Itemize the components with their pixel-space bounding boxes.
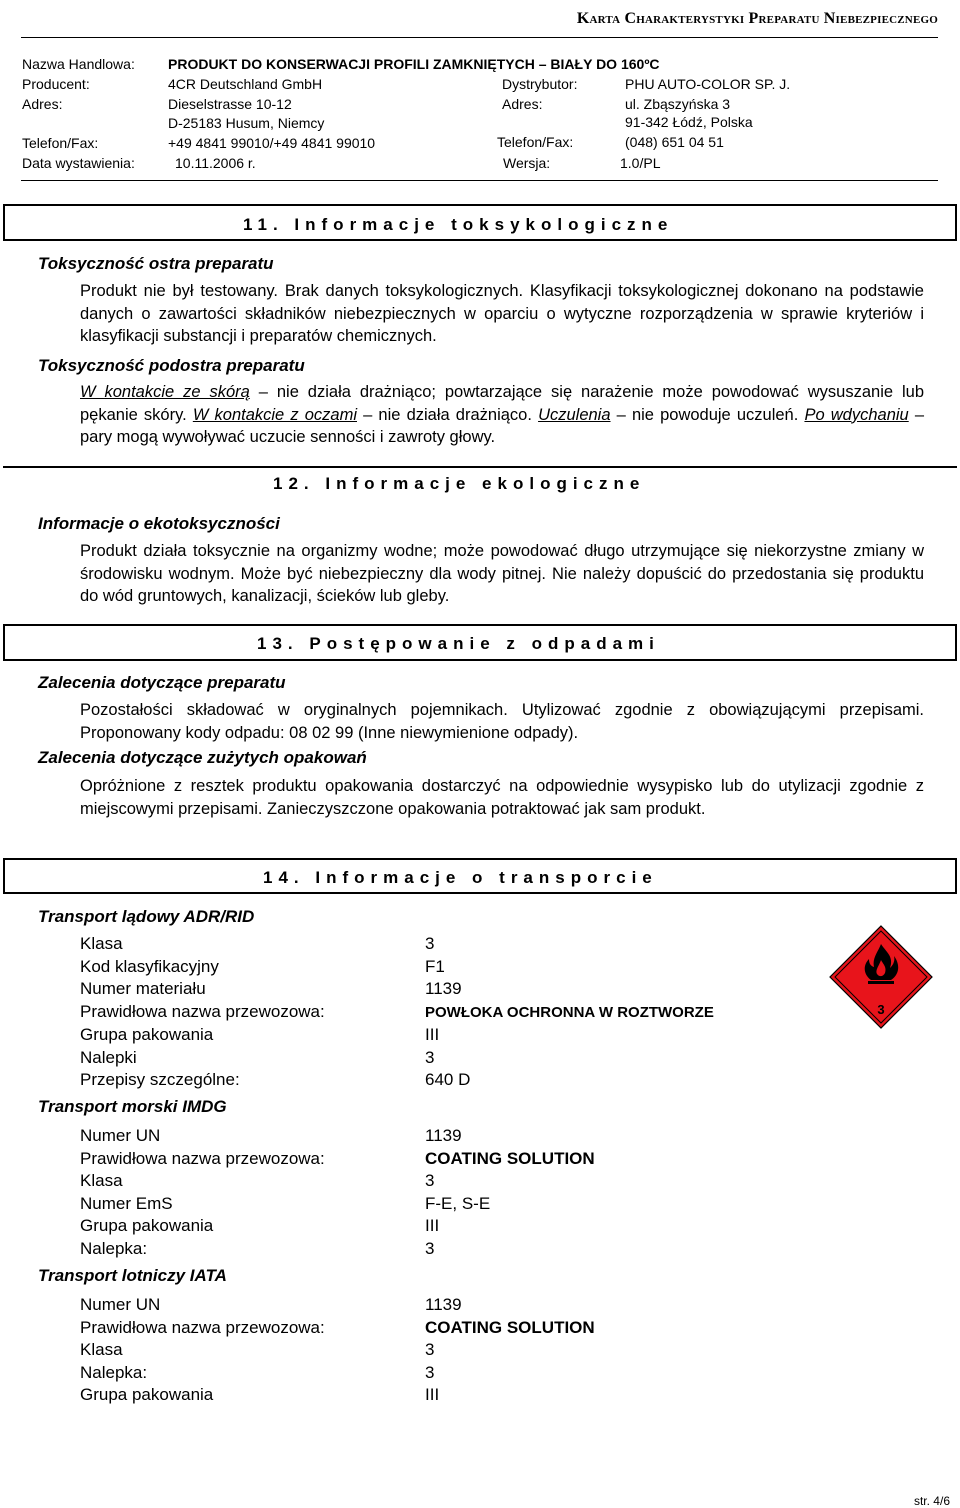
inhalation-label: Po wdychaniu <box>804 405 909 424</box>
transport-row-label: Numer materiału <box>80 979 206 999</box>
distributor-address-line2: 91-342 Łódź, Polska <box>625 114 753 130</box>
sensitization-text: – nie powoduje uczuleń. <box>610 405 805 424</box>
subacute-toxicity-heading: Toksyczność podostra preparatu <box>38 356 305 375</box>
sensitization-label: Uczulenia <box>538 405 611 424</box>
transport-row-label: Prawidłowa nazwa przewozowa: <box>80 1317 325 1337</box>
transport-row-label: Grupa pakowania <box>80 1024 214 1044</box>
ecotoxicity-heading: Informacje o ekotoksyczności <box>38 514 280 533</box>
producer-address-label: Adres: <box>22 96 63 112</box>
acute-toxicity-heading: Toksyczność ostra preparatu <box>38 254 274 273</box>
transport-row-label: Numer EmS <box>80 1193 173 1213</box>
section-13-header <box>3 624 957 661</box>
acute-toxicity-text: Produkt nie był testowany. Brak danych toksykologicznych. Klasyfikacji toksykologicznej dokonano na podstawie danych o zawartości składników niebezpiecznych w oparciu o wytyczne rozporządzenia w sprawie kryteriów i klasyfikacji substancji i preparatów chemicznych. <box>80 282 924 345</box>
trade-name: PRODUKT DO KONSERWACJI PROFILI ZAMKNIĘTYCH – BIAŁY DO 160ºC <box>168 56 660 72</box>
adr-heading: Transport lądowy ADR/RID <box>38 907 255 926</box>
transport-row-value: 3 <box>425 934 435 953</box>
transport-row-label: Nalepki <box>80 1047 137 1067</box>
page-number: str. 4/6 <box>913 1494 950 1508</box>
transport-row-value: 1139 <box>425 979 462 999</box>
transport-row-value: 3 <box>425 1340 435 1359</box>
distributor-label: Dystrybutor: <box>502 76 578 92</box>
issue-date-label: Data wystawienia: <box>22 155 135 171</box>
section-14-title: 14. Informacje o transporcie <box>263 868 658 887</box>
header-top-rule <box>21 37 938 38</box>
distributor-phone-label: Telefon/Fax: <box>497 134 574 150</box>
transport-row-value: 1139 <box>425 1126 462 1145</box>
transport-row-value: 1139 <box>425 1295 462 1314</box>
transport-row-value: 3 <box>425 1047 435 1067</box>
distributor-address-label: Adres: <box>502 96 543 112</box>
packaging-disposal-text: Opróżnione z resztek produktu opakowania dostarczyć na odpowiednie wysypisko lub do utylizacji zgodnie z miejscowymi przepisami. Zanieczyszczone opakowania potraktować jak sam produkt. <box>80 777 924 818</box>
producer-label: Producent: <box>22 76 90 92</box>
section-11-header <box>3 204 957 241</box>
transport-row-label: Kod klasyfikacyjny <box>80 956 219 976</box>
transport-row-value: POWŁOKA OCHRONNA W ROZTWORZE <box>425 1004 714 1022</box>
transport-row-value: COATING SOLUTION <box>425 1317 595 1337</box>
transport-row-label: Nalepka: <box>80 1362 148 1382</box>
transport-row-value: III <box>425 1216 440 1235</box>
transport-row-value: III <box>425 1385 440 1404</box>
distributor-phone: (048) 651 04 51 <box>625 134 724 150</box>
eye-contact-label: W kontakcie z oczami <box>192 405 357 424</box>
product-disposal-text: Pozostałości składować w oryginalnych pojemnikach. Utylizować zgodnie z obowiązującymi przepisami. Proponowany kody odpadu: 08 02 99 (Inne niewymienione odpady). <box>80 701 924 742</box>
document-title: Karta Charakterystyki Preparatu Niebezpiecznego <box>576 10 938 27</box>
trade-name-label: Nazwa Handlowa: <box>22 56 135 72</box>
product-disposal-heading: Zalecenia dotyczące preparatu <box>38 673 286 692</box>
distributor-address-line1: ul. Zbąszyńska 3 <box>625 96 731 112</box>
producer-address-line1: Dieselstrasse 10-12 <box>168 96 292 112</box>
issue-date: 10.11.2006 r. <box>175 155 256 171</box>
transport-row-value: F1 <box>425 956 445 976</box>
transport-row-label: Przepisy szczególne: <box>80 1070 240 1090</box>
transport-row-label: Prawidłowa nazwa przewozowa: <box>80 1002 325 1022</box>
transport-row-label: Nalepka: <box>80 1238 148 1258</box>
section-12-header <box>3 466 957 503</box>
subacute-toxicity-text <box>80 381 924 449</box>
section-14-header <box>3 858 957 894</box>
version-label: Wersja: <box>503 155 551 171</box>
header-bottom-rule <box>21 180 938 181</box>
ecotoxicity-text: Produkt działa toksycznie na organizmy wodne; może powodować długo utrzymujące się niekorzystne zmiany w środowisku wodnym. Może być niebezpieczny dla wody pitnej. Nie należy dopuścić do przedostania się produktu do wód gruntowych, kanalizacji, ścieków lub gleby. <box>80 542 924 605</box>
section-13-title: 13. Postępowanie z odpadami <box>257 634 660 653</box>
hazard-class-number: 3 <box>877 1002 885 1017</box>
producer-address-line2: D-25183 Husum, Niemcy <box>168 115 325 131</box>
imdg-heading: Transport morski IMDG <box>38 1097 227 1116</box>
eye-contact-text: – nie działa drażniąco. <box>357 405 539 424</box>
distributor-name: PHU AUTO-COLOR SP. J. <box>625 76 791 92</box>
inhalation-text: – pary mogą wywoływać uczucie senności i zawroty głowy. <box>80 405 925 446</box>
section-11-title: 11. Informacje toksykologiczne <box>243 215 674 234</box>
transport-row-label: Grupa pakowania <box>80 1385 214 1404</box>
transport-row-value: 3 <box>425 1238 435 1258</box>
transport-row-label: Klasa <box>80 934 123 953</box>
skin-contact-text: – nie działa drażniąco; powtarzające się narażenie może powodować wysuszanie lub pękanie skóry. <box>80 383 924 424</box>
iata-heading: Transport lotniczy IATA <box>38 1266 227 1285</box>
transport-row-value: 3 <box>425 1362 435 1382</box>
flammable-liquid-hazard-label <box>828 924 934 1030</box>
version: 1.0/PL <box>620 155 661 171</box>
section-12-title: 12. Informacje ekologiczne <box>273 474 646 493</box>
producer-name: 4CR Deutschland GmbH <box>168 76 323 92</box>
skin-contact-label: W kontakcie ze skórą <box>80 383 250 401</box>
transport-row-value: 640 D <box>425 1070 471 1090</box>
transport-row-label: Grupa pakowania <box>80 1216 214 1235</box>
packaging-disposal-heading: Zalecenia dotyczące zużytych opakowań <box>38 748 367 767</box>
transport-row-label: Numer UN <box>80 1295 161 1314</box>
producer-phone-label: Telefon/Fax: <box>22 135 99 151</box>
transport-row-value: F-E, S-E <box>425 1193 491 1213</box>
transport-row-label: Klasa <box>80 1171 123 1190</box>
transport-row-value: III <box>425 1024 440 1044</box>
transport-row-label: Klasa <box>80 1340 123 1359</box>
transport-row-value: 3 <box>425 1171 435 1190</box>
producer-phone: +49 4841 99010/+49 4841 99010 <box>168 135 376 151</box>
transport-row-label: Numer UN <box>80 1126 161 1145</box>
transport-row-value: COATING SOLUTION <box>425 1148 595 1168</box>
transport-row-label: Prawidłowa nazwa przewozowa: <box>80 1148 325 1168</box>
